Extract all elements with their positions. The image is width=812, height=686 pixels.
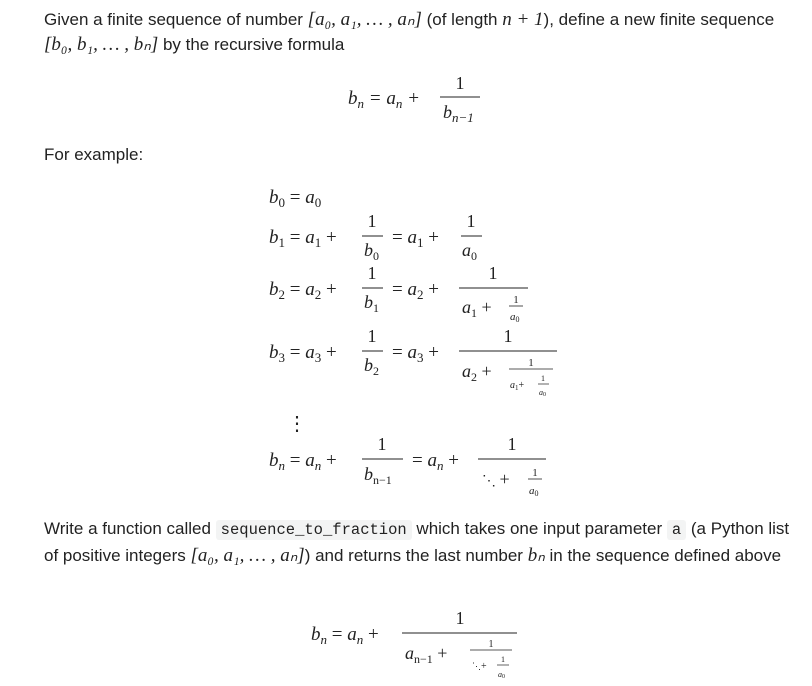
final-formula [311, 608, 517, 680]
svg-text:bn−1: $b_{n-1}$ [443, 102, 474, 125]
svg-text:1: 1 [367, 263, 377, 283]
svg-text:1: 1 [501, 655, 505, 664]
svg-text:1: 1 [503, 326, 513, 346]
svg-text:1: 1 [466, 211, 476, 231]
task-text-2: which takes one input parameter [411, 519, 667, 538]
svg-text:1: 1 [532, 467, 538, 479]
svg-text:1: 1 [367, 326, 377, 346]
svg-text:b3 = a3 +: $b_3 = a_3$ + [269, 342, 337, 365]
svg-text:bn = an +: $b_n = a_n$ + [311, 624, 379, 647]
example-bn [269, 434, 546, 498]
svg-text:= a3 +: = $a_3$ + [392, 342, 439, 365]
svg-text:an−1 +: $a_{n-1}$ + [405, 643, 448, 666]
svg-text:bn = an +: $b_n = a_n$ + [348, 88, 420, 111]
intro-text-2: (of length [421, 10, 503, 29]
svg-text:a2 +: $a_2$ + [462, 361, 492, 384]
svg-text:a1+: $a_1+$ [510, 380, 525, 392]
svg-text:= a2 +: = $a_2$ + [392, 279, 439, 302]
intro-text-1: Given a finite sequence of number [44, 10, 308, 29]
svg-text:1: 1 [507, 434, 517, 454]
example-b1 [269, 211, 482, 263]
svg-text:b1 = a1 +: $b_1 = a_1$ + [269, 227, 337, 250]
svg-text:1: 1 [367, 211, 377, 231]
svg-text:a0: a0 [539, 388, 546, 398]
svg-text:b0 = a0: $b_0 = a_0$ [269, 187, 322, 210]
task-text-4: ) and returns the last number [304, 546, 528, 565]
param-code: a [667, 520, 686, 540]
recursive-formula [348, 73, 480, 125]
svg-text:a0: a0 [510, 311, 520, 324]
task-text-1: Write a function called [44, 519, 216, 538]
example-b3 [269, 326, 557, 398]
example-b0 [269, 187, 321, 210]
sequence-a: [a₀, a₁, … , aₙ] [307, 9, 422, 30]
svg-text:a0: a0 [498, 670, 505, 680]
svg-text:1: 1 [455, 73, 465, 93]
svg-text:bn−1: $b_{n-1}$ [364, 464, 392, 487]
svg-text:1: 1 [455, 608, 465, 628]
svg-text:b1: $b_1$ [364, 292, 379, 315]
svg-text:1: 1 [488, 263, 498, 283]
svg-text:= an +: = $a_n$ + [412, 450, 459, 473]
svg-text:b0: $b_0$ [364, 240, 379, 263]
task-text-5: in the sequence defined above [544, 546, 782, 565]
example-b2 [269, 263, 528, 324]
svg-text:= a1 +: = $a_1$ + [392, 227, 439, 250]
svg-text:⋱+: ⋱+ [472, 661, 487, 672]
function-name-code: sequence_to_fraction [216, 520, 412, 540]
example-label: For example: [44, 145, 144, 164]
length-expression: n + 1 [502, 9, 544, 30]
svg-text:b2: $b_2$ [364, 355, 379, 378]
svg-text:⋱ +: ⋱ + [482, 469, 510, 489]
svg-text:a0: $a_0$ [462, 240, 477, 263]
svg-text:a0: a0 [529, 485, 539, 498]
svg-text:1: 1 [513, 294, 519, 306]
sequence-b: [b₀, b₁, … , bₙ] [44, 34, 159, 55]
task-text-3: (a Python list of positive integers [44, 519, 790, 565]
task-bn: bₙ [527, 545, 545, 566]
vertical-ellipsis: ⋮ [287, 413, 307, 435]
intro-text-4: by the recursive formula [158, 35, 345, 54]
svg-text:1: 1 [528, 357, 534, 369]
svg-text:b2 = a2 +: $b_2 = a_2$ + [269, 279, 337, 302]
task-sequence: [a₀, a₁, … , aₙ] [190, 545, 305, 566]
svg-text:1: 1 [488, 639, 494, 650]
intro-text-3: ), define a new finite sequence [543, 10, 775, 29]
svg-text:1: 1 [377, 434, 387, 454]
svg-text:bn = an +: $b_n = a_n$ + [269, 450, 337, 473]
svg-text:a1 +: $a_1$ + [462, 297, 492, 320]
svg-text:1: 1 [541, 374, 545, 383]
